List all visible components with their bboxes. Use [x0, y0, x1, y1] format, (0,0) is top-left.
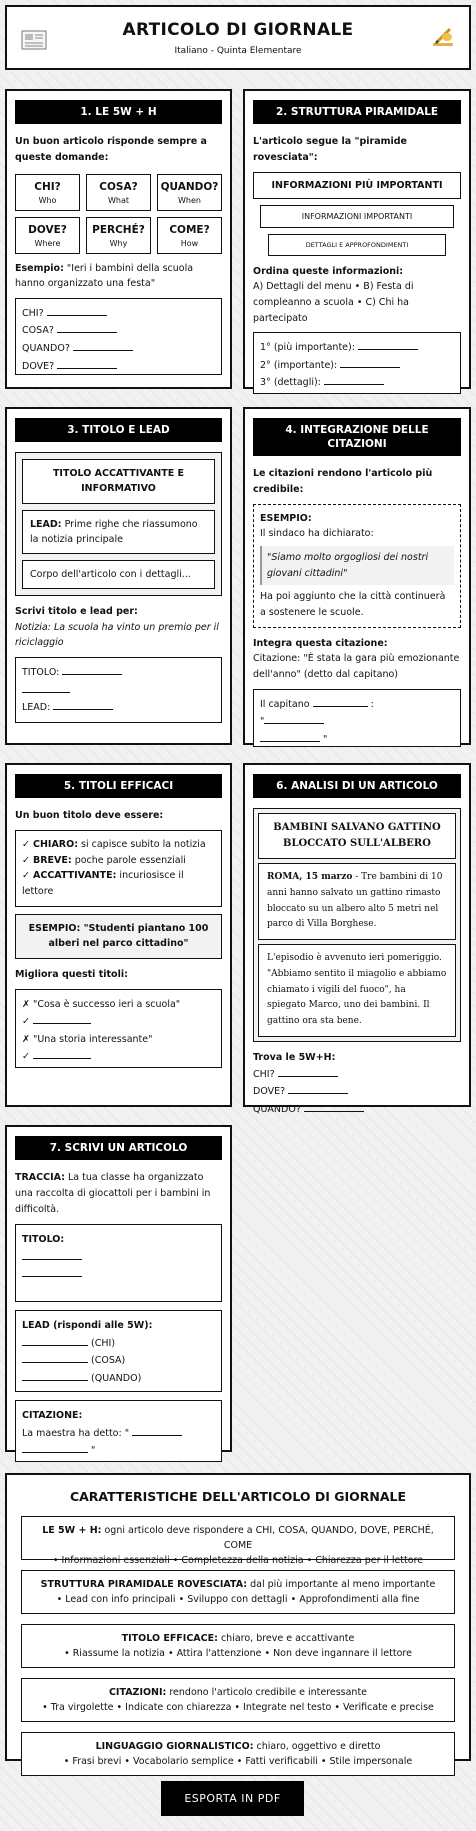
section-quotes [243, 407, 471, 745]
section-title: 2. STRUTTURA PIRAMIDALE [253, 100, 461, 124]
task-label: Ordina queste informazioni: [253, 265, 404, 277]
criteria-item: ✓ BREVE: poche parole essenziali [22, 854, 186, 866]
writing-hand-icon [431, 27, 455, 49]
answer-line[interactable]: CHI? [253, 1066, 461, 1084]
criteria-list [15, 830, 222, 907]
5w-cell: CHI? Who [15, 174, 80, 211]
section-intro: Le citazioni rendono l'articolo più credibile: [253, 468, 433, 496]
section-title-lead [5, 407, 232, 745]
article-headline: BAMBINI SALVANO GATTINO BLOCCATO SULL'ALBERO [273, 822, 441, 850]
criteria-item: ✓ CHIARO: si capisce subito la notizia [22, 838, 206, 850]
pyramid-level: INFORMAZIONI PIÙ IMPORTANTI [253, 172, 461, 199]
section-analysis [243, 763, 471, 1115]
5w-cell: QUANDO? When [157, 174, 222, 211]
answer-line[interactable]: 2° (importante): [260, 357, 454, 375]
summary-item: STRUTTURA PIRAMIDALE ROVESCIATA: dal più importante al meno importante • Lead con info principali • Sviluppo con dettagli • Approfondimenti alla fine [21, 1570, 455, 1614]
section-intro: L'articolo segue la "piramide rovesciata": [253, 136, 408, 163]
quote-example: ESEMPIO: Il sindaco ha dichiarato: "Siamo molto orgogliosi dei nostri giovani cittadini" Ha poi aggiunto che la città continuerà a sostenere le scuole. [253, 504, 461, 628]
section-title: 6. ANALISI DI UN ARTICOLO [253, 774, 461, 798]
answer-line[interactable]: 3° (dettagli): [260, 374, 454, 392]
answer-line[interactable]: CHI? [22, 305, 215, 323]
task-label: Integra questa citazione: [253, 637, 388, 649]
answer-box[interactable]: ✗ "Cosa è successo ieri a scuola" ✓ ✗ "Una storia interessante" ✓ [15, 989, 222, 1068]
task-label: Scrivi titolo e lead per: [15, 606, 138, 618]
5w-cell: COSA? What [86, 174, 151, 211]
model-lead: LEAD: Prime righe che riassumono la notizia principale [22, 510, 215, 554]
5w-cell: DOVE? Where [15, 217, 80, 254]
section-title: 1. LE 5W + H [15, 100, 222, 124]
answer-box[interactable]: Il capitano : " " [253, 689, 461, 747]
answer-line[interactable]: QUANDO? [22, 340, 215, 358]
answer-line[interactable]: COSA? [22, 322, 215, 340]
summary-section [5, 1473, 471, 1768]
section-headlines [5, 763, 232, 1107]
section-title: 5. TITOLI EFFICACI [15, 774, 222, 798]
task-text: A) Dettagli del menu • B) Festa di compleanno a scuola • C) Chi ha partecipato [253, 281, 414, 324]
answer-box[interactable] [15, 657, 222, 723]
summary-item: TITOLO EFFICACE: chiaro, breve e accattivante • Riassume la notizia • Attira l'attenzione • Non deve ingannare il lettore [21, 1624, 455, 1668]
newspaper-icon [21, 30, 47, 50]
summary-item: LE 5W + H: ogni articolo deve rispondere a CHI, COSA, QUANDO, DOVE, PERCHÉ, COME • Informazioni essenziali • Completezza della notizia • Chiarezza per il lettore [21, 1516, 455, 1560]
pyramid-level: INFORMAZIONI IMPORTANTI [260, 205, 453, 228]
article-paragraph: ROMA, 15 marzo - Tre bambini di 10 anni hanno salvato un gattino rimasto bloccato su un albero alto 5 metri nel parco di Villa Borghese. [267, 872, 443, 930]
answer-line[interactable]: LEAD: [22, 699, 215, 717]
sample-article [253, 808, 461, 1042]
summary-title: CARATTERISTICHE DELL'ARTICOLO DI GIORNALE [69, 1489, 407, 1504]
task-text: TRACCIA: La tua classe ha organizzato una raccolta di giocattoli per i bambini in difficoltà. [15, 1172, 211, 1215]
inverted-pyramid [253, 172, 461, 256]
model-title: TITOLO ACCATTIVANTE E INFORMATIVO [22, 459, 215, 503]
criteria-item: ✓ ACCATTIVANTE: incuriosisce il lettore [22, 870, 184, 897]
answer-line[interactable]: TITOLO: [22, 664, 215, 682]
task-label: Trova le 5W+H: [253, 1051, 336, 1063]
task-label: Migliora questi titoli: [15, 968, 128, 980]
example-text: Esempio: "Ieri i bambini della scuola hanno organizzato una festa" [15, 262, 194, 290]
export-pdf-button[interactable]: ESPORTA IN PDF [161, 1781, 304, 1816]
section-intro: Un buon titolo deve essere: [15, 810, 164, 822]
answer-line[interactable]: 1° (più importante): [260, 339, 454, 357]
quote-text: "Siamo molto orgogliosi dei nostri giovani cittadini" [260, 546, 454, 585]
5w-cell: PERCHÉ? Why [86, 217, 151, 254]
answer-line[interactable]: DOVE? [22, 358, 215, 376]
section-title: 7. SCRIVI UN ARTICOLO [15, 1136, 222, 1160]
answer-box[interactable] [15, 298, 222, 375]
section-pyramid [243, 89, 471, 389]
section-intro: Un buon articolo risponde sempre a queste domande: [15, 136, 207, 163]
page-subtitle: Italiano - Quinta Elementare [174, 46, 302, 56]
summary-item: LINGUAGGIO GIORNALISTICO: chiaro, oggettivo e diretto • Frasi brevi • Vocabolario semplice • Fatti verificabili • Stile impersonale [21, 1732, 455, 1776]
section-title: 4. INTEGRAZIONE DELLE CITAZIONI [253, 418, 461, 456]
5w-cell: COME? How [157, 217, 222, 254]
answer-line[interactable]: QUANDO? [253, 1101, 461, 1119]
task-text: Notizia: La scuola ha vinto un premio per il riciclaggio [15, 621, 219, 649]
headline-example: ESEMPIO: "Studenti piantano 100 alberi nel parco cittadino" [15, 914, 222, 959]
task-text: Citazione: "È stata la gara più emozionante dell'anno" (detto dal capitano) [253, 653, 460, 681]
answer-box[interactable] [253, 332, 461, 394]
quote-answer-box[interactable]: CITAZIONE: La maestra ha detto: " " [15, 1400, 222, 1462]
lead-answer-box[interactable]: LEAD (rispondi alle 5W): (CHI) (COSA) (QUANDO) [15, 1310, 222, 1392]
worksheet-header [5, 5, 471, 70]
section-write [5, 1125, 232, 1457]
model-body: Corpo dell'articolo con i dettagli... [22, 560, 215, 589]
summary-item: CITAZIONI: rendono l'articolo credibile e interessante • Tra virgolette • Indicate con chiarezza • Integrate nel testo • Verificate e precise [21, 1678, 455, 1722]
answer-line[interactable]: DOVE? [253, 1083, 461, 1101]
page-title: ARTICOLO DI GIORNALE [122, 20, 354, 40]
section-title: 3. TITOLO E LEAD [15, 418, 222, 442]
article-paragraph: L'episodio è avvenuto ieri pomeriggio. "Abbiamo sentito il miagolio e abbiamo chiamato i vigili del fuoco", ha spiegato Marco, uno dei bambini. Il gattino ora sta bene. [267, 953, 447, 1027]
pyramid-level: DETTAGLI E APPROFONDIMENTI [268, 234, 447, 256]
article-model [15, 452, 222, 596]
section-5w-h [5, 89, 232, 389]
title-answer-box[interactable]: TITOLO: [15, 1224, 222, 1302]
5w-grid [15, 174, 222, 254]
